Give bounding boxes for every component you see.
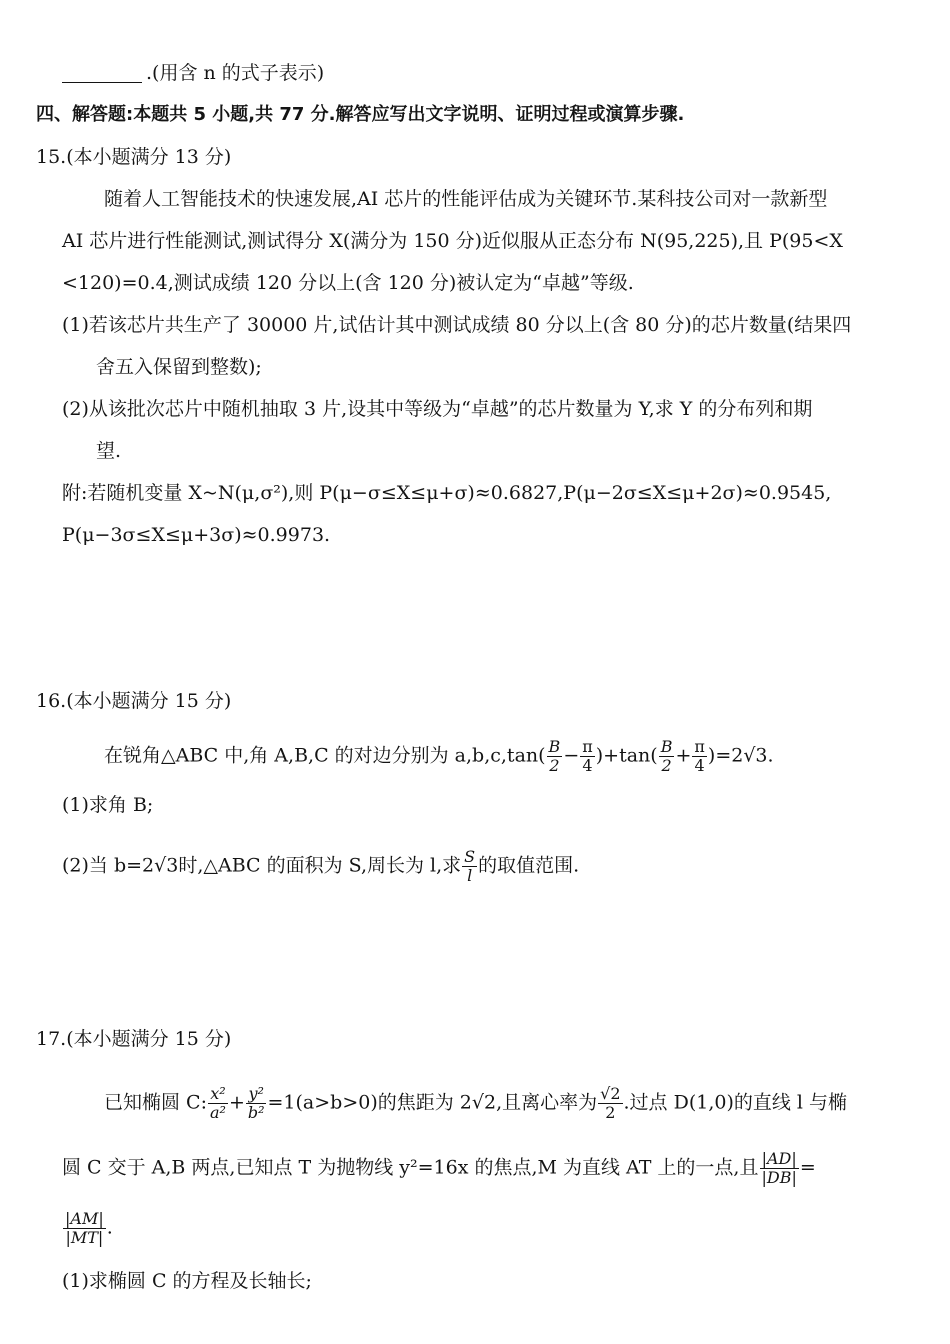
q17-stem1-mid: =1(a>b>0)的焦距为 2√2,且离心率为 <box>267 1091 598 1114</box>
fill-in-line <box>62 60 324 86</box>
q17-stem-line-3 <box>62 1210 113 1247</box>
plus-sign-ellipse: + <box>228 1091 245 1114</box>
q17-stem-line-1 <box>104 1085 847 1122</box>
minus-sign: − <box>563 744 580 767</box>
fraction-x2-over-a2: $\frac{\text{x²}}{\text{a²}}$ <box>209 1084 226 1122</box>
fraction-pi-over-4: $\frac{\pi}{4}$ <box>582 737 593 775</box>
answer-blank[interactable] <box>62 62 142 83</box>
fill-in-suffix: .(用含 n 的式子表示) <box>146 62 325 84</box>
q16-part2 <box>62 848 579 885</box>
section-heading: 四、解答题:本题共 5 小题,共 77 分.解答应写出文字说明、证明过程或演算步骤. <box>36 104 685 125</box>
q17-stem1-post: .过点 D(1,0)的直线 l 与椭 <box>623 1091 848 1114</box>
q17-part1: (1)求椭圆 C 的方程及长轴长; <box>62 1270 312 1292</box>
q17-header: 17.(本小题满分 15 分) <box>36 1028 232 1050</box>
fraction-s-over-l: $\frac{S}{l}$ <box>464 847 476 885</box>
q16-part2-post: 的取值范围. <box>478 854 580 877</box>
fraction-am-over-mt: $\frac{|AM|}{|MT|}$ <box>65 1209 104 1247</box>
q15-intro-line-2: AI 芯片进行性能测试,测试得分 X(满分为 150 分)近似服从正态分布 N(95,225),且 P(95<X <box>62 230 843 252</box>
q16-stem-post: )=2√3. <box>707 744 774 767</box>
q15-part2-line-1: (2)从该批次芯片中随机抽取 3 片,设其中等级为“卓越”的芯片数量为 Y,求 Y 的分布列和期 <box>62 398 813 420</box>
q16-stem <box>104 738 774 775</box>
q15-part1-line-1: (1)若该芯片共生产了 30000 片,试估计其中测试成绩 80 分以上(含 80 分)的芯片数量(结果四 <box>62 314 852 336</box>
q15-intro-line-3: <120)=0.4,测试成绩 120 分以上(含 120 分)被认定为“卓越”等级. <box>62 272 634 294</box>
q17-stem2-pre: 圆 C 交于 A,B 两点,已知点 T 为抛物线 y²=16x 的焦点,M 为直线 AT 上的一点,且 <box>62 1156 759 1179</box>
fraction-pi-over-4-second: $\frac{\pi}{4}$ <box>694 737 705 775</box>
fraction-root2-over-2: $\frac{√2}{2}$ <box>600 1084 621 1122</box>
q16-part1: (1)求角 B; <box>62 794 154 816</box>
q15-part1-line-2: 舍五入保留到整数); <box>96 356 262 378</box>
fraction-b-over-2: $\frac{B}{2}$ <box>548 737 561 775</box>
plus-sign: + <box>675 744 692 767</box>
q15-part2-line-2: 望. <box>96 440 122 462</box>
fraction-y2-over-b2: $\frac{\text{y²}}{\text{b²}}$ <box>247 1084 265 1122</box>
q17-stem1-pre: 已知椭圆 C: <box>104 1091 207 1114</box>
q15-note-line-2: P(μ−3σ≤X≤μ+3σ)≈0.9973. <box>62 524 331 546</box>
q16-part2-pre: (2)当 b=2√3时,△ABC 的面积为 S,周长为 l,求 <box>62 854 462 877</box>
q16-header: 16.(本小题满分 15 分) <box>36 690 232 712</box>
equals-sign: = <box>799 1156 816 1179</box>
fraction-ad-over-db: $\frac{|AD|}{|DB|}$ <box>761 1149 797 1187</box>
q15-note-line-1: 附:若随机变量 X~N(μ,σ²),则 P(μ−σ≤X≤μ+σ)≈0.6827,P(μ−2σ≤X≤μ+2σ)≈0.9545, <box>62 482 832 504</box>
q15-header: 15.(本小题满分 13 分) <box>36 146 232 168</box>
q15-intro-line-1: 随着人工智能技术的快速发展,AI 芯片的性能评估成为关键环节.某科技公司对一款新型 <box>104 188 828 210</box>
q16-stem-mid: )+tan( <box>595 744 658 767</box>
fraction-b-over-2-second: $\frac{B}{2}$ <box>660 737 673 775</box>
q16-stem-pre: 在锐角△ABC 中,角 A,B,C 的对边分别为 a,b,c,tan( <box>104 744 546 767</box>
q17-stem-line-2 <box>62 1150 816 1187</box>
q17-stem3-post: . <box>106 1216 113 1239</box>
